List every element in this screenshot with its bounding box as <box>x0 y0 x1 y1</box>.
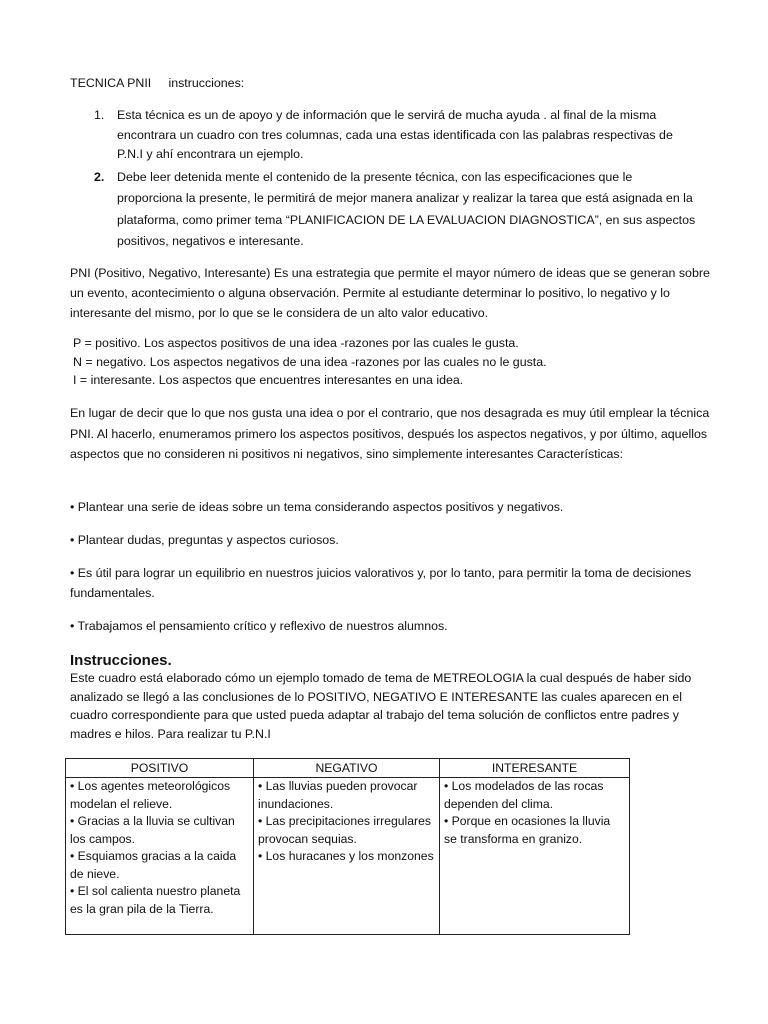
steps-list <box>70 106 700 253</box>
step-item <box>70 106 700 165</box>
step-text: Esta técnica es un de apoyo y de información que le servirá de mucha ayuda . al final de la misma encontrara un cuadro con tres columnas, cada una estas identificada con las palabras respectivas de P.N.I y ahí encontrara un ejemplo. <box>117 108 673 161</box>
interesante-item: • Porque en ocasiones la lluvia se transforma en granizo. <box>444 814 611 846</box>
header-positivo: POSITIVO <box>66 759 254 778</box>
header-interesante: INTERESANTE <box>440 759 630 778</box>
cell-negativo <box>254 778 440 935</box>
positivo-item: • Esquiamos gracias a la caida de nieve. <box>70 849 237 881</box>
bullet-item: • Es útil para lograr un equilibrio en nuestros juicios valorativos y, por lo tanto, para permitir la toma de decisiones fundamentales. <box>70 566 692 600</box>
instructions-paragraph: Este cuadro está elaborado cómo un ejemplo tomado de tema de METREOLOGIA la cual después de haber sido analizado se llegó a las conclusiones de lo POSITIVO, NEGATIVO E INTERESANTE las cuales aparecen en el cuadro correspondiente para que usted pueda adaptar al trabajo del tema solución de conflictos entre padres y madres e hilos. Para realizar tu P.N.I <box>70 671 692 741</box>
section-heading: Instrucciones. <box>70 652 172 669</box>
explanation-paragraph: En lugar de decir que lo que nos gusta una idea o por el contrario, que nos desagrada es muy útil emplear la técnica PNI. Al hacerlo, enumeramos primero los aspectos positivos, después los aspectos negativos, y por último, aquellos aspectos que no consideren ni positivos ni negativos, sino simplemente interesantes Características: <box>70 406 710 461</box>
document-title: TECNICA PNII instrucciones: <box>70 76 245 90</box>
bullet-item: • Plantear una serie de ideas sobre un tema considerando aspectos positivos y negativos. <box>70 500 564 514</box>
definition-negative: N = negativo. Los aspectos negativos de una idea -razones por las cuales no le gusta. <box>73 354 547 369</box>
bullet-item: • Trabajamos el pensamiento crítico y reflexivo de nuestros alumnos. <box>70 619 448 633</box>
pni-body-row <box>66 778 630 935</box>
step-number: 2. <box>94 169 105 184</box>
step-text: Debe leer detenida mente el contenido de la presente técnica, con las especificaciones que le proporciona la presente, le permitirá de mejor manera analizar y realizar la tarea que está asignada en la plataforma, como primer tema “PLANIFICACION DE LA EVALUACION DIAGNOSTICA”, en sus aspectos positivos, negativos e interesante. <box>117 169 696 248</box>
step-item <box>70 167 700 253</box>
interesante-item: • Los modelados de las rocas dependen del clima. <box>444 779 604 811</box>
header-negativo: NEGATIVO <box>254 759 440 778</box>
positivo-item: • Gracias a la lluvia se cultivan los campos. <box>70 814 235 846</box>
cell-positivo <box>66 778 254 935</box>
negativo-item: • Los huracanes y los monzones <box>258 849 434 863</box>
cell-interesante <box>440 778 630 935</box>
positivo-item: • Los agentes meteorológicos modelan el relieve. <box>70 779 231 811</box>
negativo-item: • Las precipitaciones irregulares provocan sequias. <box>258 814 431 846</box>
negativo-item: • Las lluvias pueden provocar inundaciones. <box>258 779 418 811</box>
bullet-item: • Plantear dudas, preguntas y aspectos curiosos. <box>70 533 339 547</box>
positivo-item: • El sol calienta nuestro planeta es la gran pila de la Tierra. <box>70 884 241 916</box>
pni-table <box>65 758 630 935</box>
definitions-list <box>73 334 713 390</box>
step-number: 1. <box>94 108 105 122</box>
pni-header-row <box>66 759 630 778</box>
definition-positive: P = positivo. Los aspectos positivos de una idea -razones por las cuales le gusta. <box>73 336 519 350</box>
intro-paragraph: PNI (Positivo, Negativo, Interesante) Es una estrategia que permite el mayor número de ideas que se generan sobre un evento, acontecimiento o alguna observación. Permite al estudiante determinar lo positivo, lo negativo y lo interesante del mismo, por lo que se le considera de un alto valor educativo. <box>70 266 710 320</box>
definition-interesting: I = interesante. Los aspectos que encuentres interesantes en una idea. <box>73 373 464 387</box>
